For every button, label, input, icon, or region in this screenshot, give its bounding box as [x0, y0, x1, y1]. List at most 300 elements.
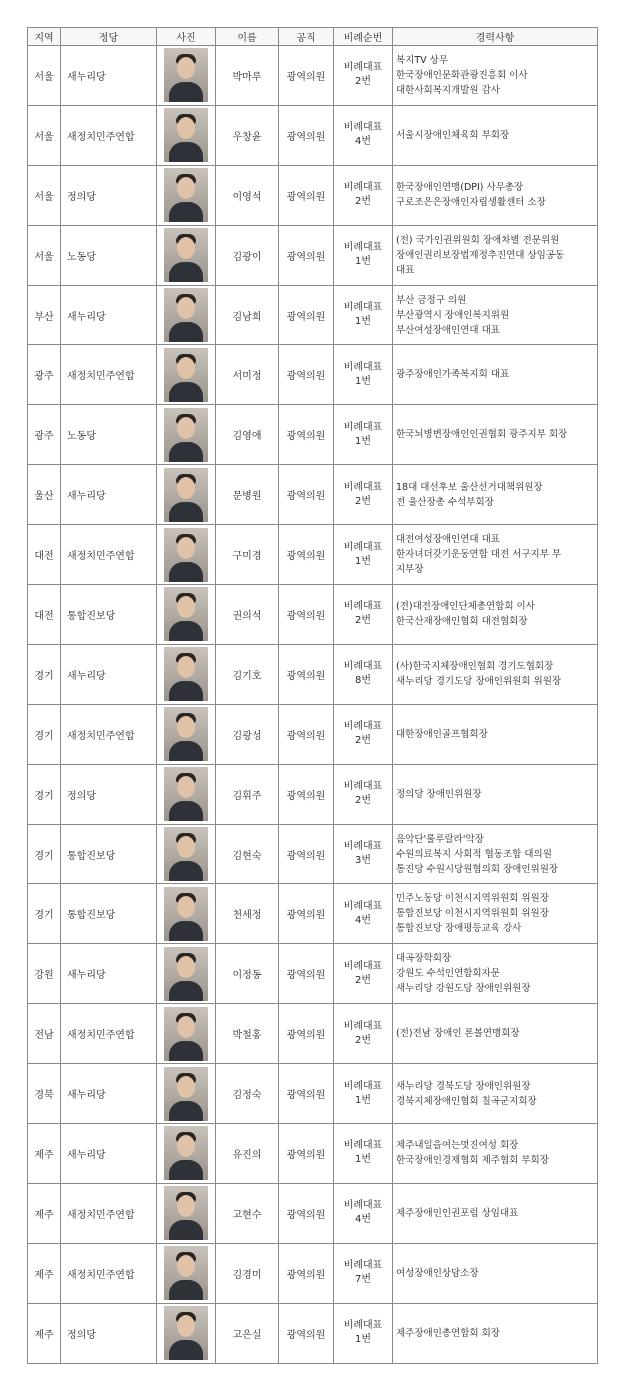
order-type: 비례대표: [343, 481, 383, 493]
photo-face: [177, 1016, 195, 1038]
photo-cell: [157, 884, 216, 944]
candidate-photo: [164, 408, 208, 462]
candidate-photo: [164, 348, 208, 402]
table-body: [28, 46, 598, 1364]
photo-cell: [157, 525, 216, 585]
order-number: 7번: [354, 1274, 372, 1286]
photo-cell: [157, 165, 216, 225]
candidate-photo: [164, 468, 208, 522]
career-line: 한국장애인연맹(DPI) 사무총장: [396, 182, 524, 194]
table-row: [28, 405, 598, 465]
table-row: [28, 345, 598, 405]
photo-cell: [157, 46, 216, 106]
photo-face: [177, 776, 195, 798]
table-row: [28, 225, 598, 285]
career-cell: [393, 105, 598, 165]
order-type: 비례대표: [343, 182, 383, 194]
career-line: 부산 금정구 의원: [396, 294, 467, 306]
order-number: 1번: [354, 555, 372, 567]
name-cell: 고은실: [216, 1303, 279, 1363]
party-cell: 새정치민주연합: [61, 105, 157, 165]
career-line: 전 울산장총 수석부회장: [396, 496, 494, 508]
name-cell: 김휘주: [216, 764, 279, 824]
candidate-photo: [164, 228, 208, 282]
office-cell: 광역의원: [279, 225, 334, 285]
career-line: 부산광역시 장애인복지위원: [396, 309, 510, 321]
order-type: 비례대표: [343, 421, 383, 433]
photo-body: [169, 801, 203, 821]
photo-cell: [157, 1124, 216, 1184]
party-cell: 새정치민주연합: [61, 1004, 157, 1064]
career-line: 수원의료복지 사회적 협동조합 대의원: [396, 848, 552, 860]
order-type: 비례대표: [343, 302, 383, 313]
order-number: 1번: [354, 435, 372, 447]
career-cell: [393, 644, 598, 704]
photo-cell: [157, 405, 216, 465]
candidate-photo: [164, 168, 208, 222]
career-line: 18대 대선후보 울산선거대책위원장: [396, 481, 543, 493]
order-number: 1번: [354, 1334, 372, 1346]
candidate-photo: [164, 827, 208, 881]
order-cell: [334, 165, 393, 225]
party-cell: 새누리당: [61, 1064, 157, 1124]
photo-cell: [157, 764, 216, 824]
order-type: 비례대표: [343, 1080, 383, 1092]
career-cell: [393, 165, 598, 225]
career-cell: [393, 824, 598, 884]
photo-cell: [157, 585, 216, 645]
candidate-photo: [164, 1067, 208, 1121]
region-cell: 대전: [28, 525, 61, 585]
order-number: 1번: [354, 1094, 372, 1106]
header-region: 지역: [28, 28, 61, 46]
region-cell: 서울: [28, 46, 61, 106]
party-cell: 새누리당: [61, 944, 157, 1004]
region-cell: 부산: [28, 285, 61, 345]
career-cell: [393, 1064, 598, 1124]
career-line: 여성장애인상담소장: [396, 1267, 479, 1279]
region-cell: 경기: [28, 824, 61, 884]
order-type: 비례대표: [343, 601, 383, 613]
region-cell: 강원: [28, 944, 61, 1004]
candidate-photo: [164, 1007, 208, 1061]
career-line: 제주장애인총연합회 회장: [396, 1327, 500, 1339]
career-line: 한국뇌병변장애인인권협회 광주지부 회장: [396, 429, 568, 441]
table-row: [28, 105, 598, 165]
office-cell: 광역의원: [279, 1004, 334, 1064]
order-number: 2번: [354, 495, 372, 507]
career-line: 정의당 장애인위원장: [396, 788, 482, 800]
order-cell: [334, 345, 393, 405]
career-line: 장애인권리보장법제정추진연대 상임공동: [396, 249, 565, 261]
career-line: 한국장애인경제협회 제주협회 부회장: [396, 1155, 549, 1167]
photo-body: [169, 202, 203, 222]
order-cell: [334, 465, 393, 525]
candidate-photo: [164, 767, 208, 821]
career-line: 대한장애인골프협회장: [396, 728, 488, 740]
party-cell: 노동당: [61, 225, 157, 285]
photo-face: [177, 656, 195, 678]
career-line: 서울시장애인체육회 부회장: [396, 129, 510, 141]
order-cell: [334, 944, 393, 1004]
table-row: [28, 525, 598, 585]
order-number: 4번: [354, 136, 372, 148]
career-line: 광주장애인가족복지회 대표: [396, 369, 510, 381]
order-cell: [334, 1303, 393, 1363]
order-type: 비례대표: [343, 960, 383, 972]
photo-body: [169, 82, 203, 102]
order-number: 1번: [354, 256, 372, 268]
name-cell: 김영애: [216, 405, 279, 465]
photo-body: [169, 1041, 203, 1061]
order-cell: [334, 585, 393, 645]
office-cell: 광역의원: [279, 704, 334, 764]
table-row: [28, 465, 598, 525]
career-cell: [393, 704, 598, 764]
photo-face: [177, 596, 195, 618]
party-cell: 새누리당: [61, 285, 157, 345]
header-career: 경력사항: [393, 28, 598, 46]
career-line: 통진당 수원시당원협의회 장애인위원장: [396, 863, 559, 875]
career-line: 새누리당 강원도당 장애인위원장: [396, 983, 531, 995]
photo-face: [177, 716, 195, 738]
career-cell: [393, 944, 598, 1004]
order-cell: [334, 105, 393, 165]
order-cell: [334, 1064, 393, 1124]
table-row: [28, 944, 598, 1004]
name-cell: 김정숙: [216, 1064, 279, 1124]
office-cell: 광역의원: [279, 165, 334, 225]
photo-body: [169, 142, 203, 162]
region-cell: 제주: [28, 1243, 61, 1303]
career-line: 민주노동당 이천시지역위원회 위원장: [396, 893, 549, 905]
name-cell: 구미경: [216, 525, 279, 585]
photo-body: [169, 741, 203, 761]
order-cell: [334, 225, 393, 285]
career-line: 제주장애인인권포럼 상임대표: [396, 1207, 519, 1219]
party-cell: 새누리당: [61, 1124, 157, 1184]
photo-body: [169, 681, 203, 701]
order-number: 4번: [354, 1214, 372, 1226]
table-row: [28, 824, 598, 884]
office-cell: 광역의원: [279, 1064, 334, 1124]
party-cell: 정의당: [61, 1303, 157, 1363]
region-cell: 경북: [28, 1064, 61, 1124]
order-number: 2번: [354, 795, 372, 807]
career-line: 복지TV 상무: [396, 54, 449, 66]
office-cell: 광역의원: [279, 764, 334, 824]
career-line: 제주내일을여는멋진여성 회장: [396, 1140, 519, 1152]
party-cell: 새정치민주연합: [61, 1183, 157, 1243]
table-row: [28, 165, 598, 225]
region-cell: 울산: [28, 465, 61, 525]
career-line: 새누리당 경북도당 장애인위원장: [396, 1080, 531, 1092]
office-cell: 광역의원: [279, 1183, 334, 1243]
header-party: 정당: [61, 28, 157, 46]
party-cell: 새누리당: [61, 644, 157, 704]
career-line: (전)전남 장애인 론볼연맹회장: [396, 1028, 520, 1040]
region-cell: 광주: [28, 405, 61, 465]
region-cell: 광주: [28, 345, 61, 405]
photo-face: [177, 896, 195, 918]
table-row: [28, 1064, 598, 1124]
party-cell: 통합진보당: [61, 585, 157, 645]
region-cell: 서울: [28, 225, 61, 285]
career-cell: [393, 285, 598, 345]
candidate-photo: [164, 707, 208, 761]
order-cell: [334, 1243, 393, 1303]
party-cell: 새정치민주연합: [61, 525, 157, 585]
photo-body: [169, 921, 203, 941]
order-type: 비례대표: [343, 541, 383, 553]
order-type: 비례대표: [343, 1200, 383, 1212]
candidate-photo: [164, 108, 208, 162]
career-cell: [393, 884, 598, 944]
candidate-photo: [164, 48, 208, 102]
name-cell: 김광이: [216, 225, 279, 285]
order-cell: [334, 644, 393, 704]
photo-body: [169, 981, 203, 1001]
photo-cell: [157, 944, 216, 1004]
career-cell: [393, 1243, 598, 1303]
photo-body: [169, 621, 203, 641]
photo-face: [177, 177, 195, 199]
photo-cell: [157, 345, 216, 405]
career-cell: [393, 465, 598, 525]
career-line: 한국장애인문화관광진흥회 이사: [396, 69, 528, 81]
table-row: [28, 46, 598, 106]
header-photo: 사진: [157, 28, 216, 46]
region-cell: 경기: [28, 764, 61, 824]
party-cell: 새정치민주연합: [61, 1243, 157, 1303]
career-line: 구로조은은장애인자립생활센터 소장: [396, 197, 546, 209]
name-cell: 서미정: [216, 345, 279, 405]
career-line: (사)한국지체장애인협회 경기도협회장: [396, 661, 554, 673]
photo-face: [177, 1076, 195, 1098]
photo-body: [169, 382, 203, 402]
career-cell: [393, 764, 598, 824]
order-type: 비례대표: [343, 1320, 383, 1332]
region-cell: 제주: [28, 1124, 61, 1184]
table-header-row: [28, 28, 598, 46]
office-cell: 광역의원: [279, 405, 334, 465]
photo-body: [169, 1160, 203, 1180]
table-row: [28, 704, 598, 764]
region-cell: 경기: [28, 644, 61, 704]
party-cell: 새정치민주연합: [61, 345, 157, 405]
table-row: [28, 644, 598, 704]
order-type: 비례대표: [343, 242, 383, 254]
photo-cell: [157, 1243, 216, 1303]
order-cell: [334, 704, 393, 764]
order-cell: [334, 1004, 393, 1064]
photo-face: [177, 297, 195, 319]
photo-cell: [157, 1303, 216, 1363]
career-line: 부산여성장애인연대 대표: [396, 324, 500, 336]
name-cell: 이영석: [216, 165, 279, 225]
office-cell: 광역의원: [279, 1303, 334, 1363]
order-cell: [334, 764, 393, 824]
order-cell: [334, 46, 393, 106]
photo-face: [177, 57, 195, 79]
order-type: 비례대표: [343, 361, 383, 373]
name-cell: 김기호: [216, 644, 279, 704]
office-cell: 광역의원: [279, 105, 334, 165]
photo-cell: [157, 285, 216, 345]
photo-body: [169, 442, 203, 462]
photo-cell: [157, 1183, 216, 1243]
office-cell: 광역의원: [279, 644, 334, 704]
table-row: [28, 884, 598, 944]
table-row: [28, 1183, 598, 1243]
name-cell: 김경미: [216, 1243, 279, 1303]
photo-face: [177, 1315, 195, 1337]
header-office: 공직: [279, 28, 334, 46]
photo-face: [177, 417, 195, 439]
table-row: [28, 285, 598, 345]
candidate-photo: [164, 947, 208, 1001]
photo-face: [177, 537, 195, 559]
order-number: 8번: [354, 675, 372, 687]
order-type: 비례대표: [343, 1140, 383, 1152]
career-line: 한국산재장애인협회 대전협회장: [396, 616, 528, 628]
photo-body: [169, 262, 203, 282]
photo-body: [169, 322, 203, 342]
name-cell: 박철홍: [216, 1004, 279, 1064]
candidate-photo: [164, 1186, 208, 1240]
order-number: 2번: [354, 735, 372, 747]
region-cell: 제주: [28, 1183, 61, 1243]
photo-body: [169, 1101, 203, 1121]
photo-face: [177, 117, 195, 139]
career-cell: [393, 1303, 598, 1363]
career-line: 새누리당 경기도당 장애인위원회 위원장: [396, 676, 562, 688]
career-line: 통합진보당 장애평등교육 강사: [396, 923, 522, 935]
career-line: 한자녀더갖기운동연합 대전 서구지부 부: [396, 549, 562, 561]
header-order: 비례순번: [334, 28, 393, 46]
photo-cell: [157, 225, 216, 285]
career-cell: [393, 225, 598, 285]
order-number: 2번: [354, 196, 372, 208]
candidate-photo: [164, 647, 208, 701]
region-cell: 전남: [28, 1004, 61, 1064]
career-line: 지부장: [396, 564, 424, 576]
party-cell: 새누리당: [61, 46, 157, 106]
career-line: 경북지체장애인협회 칠곡군지회장: [396, 1095, 537, 1107]
order-number: 4번: [354, 914, 372, 926]
region-cell: 경기: [28, 704, 61, 764]
photo-cell: [157, 644, 216, 704]
order-type: 비례대표: [343, 721, 383, 733]
party-cell: 정의당: [61, 764, 157, 824]
office-cell: 광역의원: [279, 884, 334, 944]
order-type: 비례대표: [343, 62, 383, 74]
office-cell: 광역의원: [279, 1243, 334, 1303]
candidate-photo: [164, 1126, 208, 1180]
photo-body: [169, 562, 203, 582]
table-row: [28, 585, 598, 645]
candidate-photo: [164, 887, 208, 941]
office-cell: 광역의원: [279, 285, 334, 345]
career-line: 음악단'룰루랄라'악장: [396, 833, 484, 845]
candidates-table-container: [27, 27, 597, 1364]
name-cell: 유진의: [216, 1124, 279, 1184]
order-cell: [334, 884, 393, 944]
career-line: 강원도 수석인연합회자문: [396, 968, 500, 980]
order-cell: [334, 1183, 393, 1243]
order-cell: [334, 525, 393, 585]
party-cell: 노동당: [61, 405, 157, 465]
photo-face: [177, 1255, 195, 1277]
order-number: 1번: [354, 375, 372, 387]
order-cell: [334, 405, 393, 465]
candidate-photo: [164, 288, 208, 342]
region-cell: 대전: [28, 585, 61, 645]
party-cell: 정의당: [61, 165, 157, 225]
order-type: 비례대표: [343, 781, 383, 793]
candidate-photo: [164, 587, 208, 641]
name-cell: 권의석: [216, 585, 279, 645]
table-row: [28, 1124, 598, 1184]
photo-cell: [157, 824, 216, 884]
photo-face: [177, 237, 195, 259]
party-cell: 통합진보당: [61, 824, 157, 884]
order-number: 2번: [354, 76, 372, 88]
party-cell: 통합진보당: [61, 884, 157, 944]
header-name: 이름: [216, 28, 279, 46]
region-cell: 서울: [28, 105, 61, 165]
region-cell: 제주: [28, 1303, 61, 1363]
table-row: [28, 1243, 598, 1303]
office-cell: 광역의원: [279, 585, 334, 645]
office-cell: 광역의원: [279, 824, 334, 884]
candidate-photo: [164, 1306, 208, 1360]
career-line: (전)대전장애인단체총연합회 이사: [396, 601, 535, 613]
region-cell: 서울: [28, 165, 61, 225]
order-cell: [334, 285, 393, 345]
career-line: (전) 국가인권위원회 장애차별 전문위원: [396, 234, 560, 246]
photo-face: [177, 1195, 195, 1217]
career-line: 통합진보당 이천시지역위원회 위원장: [396, 908, 549, 920]
name-cell: 천세정: [216, 884, 279, 944]
name-cell: 우창윤: [216, 105, 279, 165]
career-cell: [393, 405, 598, 465]
photo-body: [169, 1280, 203, 1300]
career-line: 대표: [396, 264, 415, 276]
order-number: 1번: [354, 316, 372, 327]
photo-cell: [157, 704, 216, 764]
office-cell: 광역의원: [279, 345, 334, 405]
party-cell: 새정치민주연합: [61, 704, 157, 764]
order-number: 2번: [354, 1034, 372, 1046]
photo-cell: [157, 1064, 216, 1124]
career-cell: [393, 525, 598, 585]
order-cell: [334, 824, 393, 884]
photo-face: [177, 836, 195, 858]
office-cell: 광역의원: [279, 525, 334, 585]
table-row: [28, 764, 598, 824]
order-type: 비례대표: [343, 122, 383, 134]
photo-cell: [157, 465, 216, 525]
photo-face: [177, 477, 195, 499]
order-type: 비례대표: [343, 661, 383, 673]
office-cell: 광역의원: [279, 1124, 334, 1184]
photo-body: [169, 861, 203, 881]
candidate-photo: [164, 1246, 208, 1300]
office-cell: 광역의원: [279, 944, 334, 1004]
career-cell: [393, 46, 598, 106]
table-row: [28, 1004, 598, 1064]
